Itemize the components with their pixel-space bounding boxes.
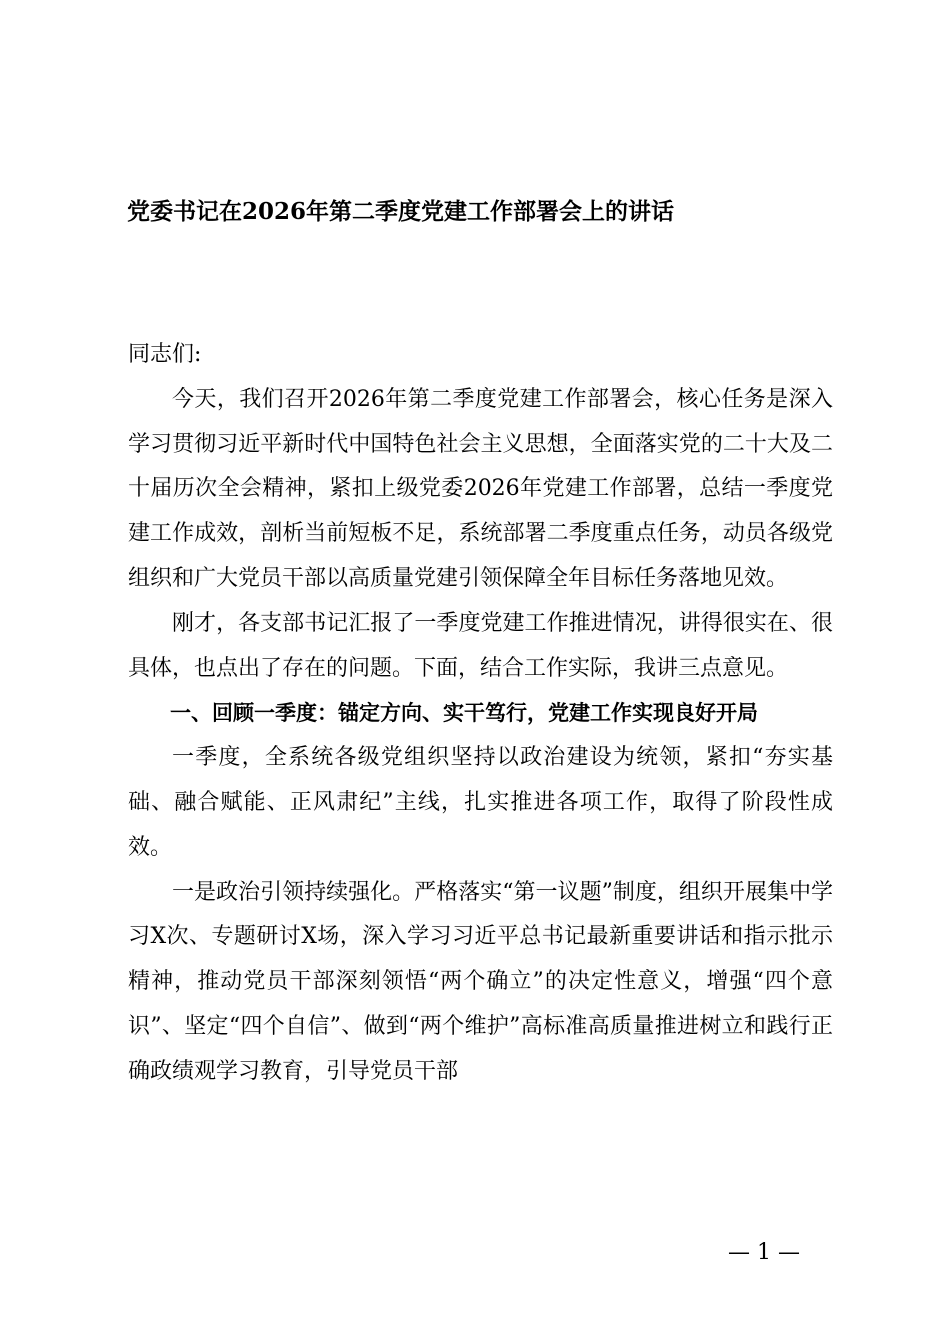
document-body xyxy=(128,333,833,1095)
paragraph-section-summary: 一季度，全系统各级党组织坚持以政治建设为统领，紧扣“夯实基础、融合赋能、正风肃纪”主线，扎实推进各项工作，取得了阶段性成效。 xyxy=(128,745,833,860)
paragraph-political-leadership: 一是政治引领持续强化。严格落实“第一议题”制度，组织开展集中学习X次、专题研讨X场，深入学习习近平总书记最新重要讲话和指示批示精神，推动党员干部深刻领悟“两个确立”的决定性意义，增强“四个意识”、坚定“四个自信”、做到“两个维护”高标准高质量推进树立和践行正确政绩观学习教育，引导党员干部 xyxy=(128,879,833,1084)
paragraph-transition: 刚才，各支部书记汇报了一季度党建工作推进情况，讲得很实在、很具体，也点出了存在的问题。下面，结合工作实际，我讲三点意见。 xyxy=(128,610,833,681)
paragraph-intro: 今天，我们召开2026年第二季度党建工作部署会，核心任务是深入学习贯彻习近平新时代中国特色社会主义思想，全面落实党的二十大及二十届历次全会精神，紧扣上级党委2026年党建工作部署，总结一季度党建工作成效，剖析当前短板不足，系统部署二季度重点任务，动员各级党组织和广大党员干部以高质量党建引领保障全年目标任务落地见效。 xyxy=(128,386,833,591)
document-title: 党委书记在2026年第二季度党建工作部署会上的讲话 xyxy=(127,198,675,225)
page-number: — 1 — xyxy=(728,1240,800,1265)
section-heading-1: 一、回顾一季度：锚定方向、实干笃行，党建工作实现良好开局 xyxy=(170,701,758,726)
salutation: 同志们: xyxy=(128,342,202,367)
